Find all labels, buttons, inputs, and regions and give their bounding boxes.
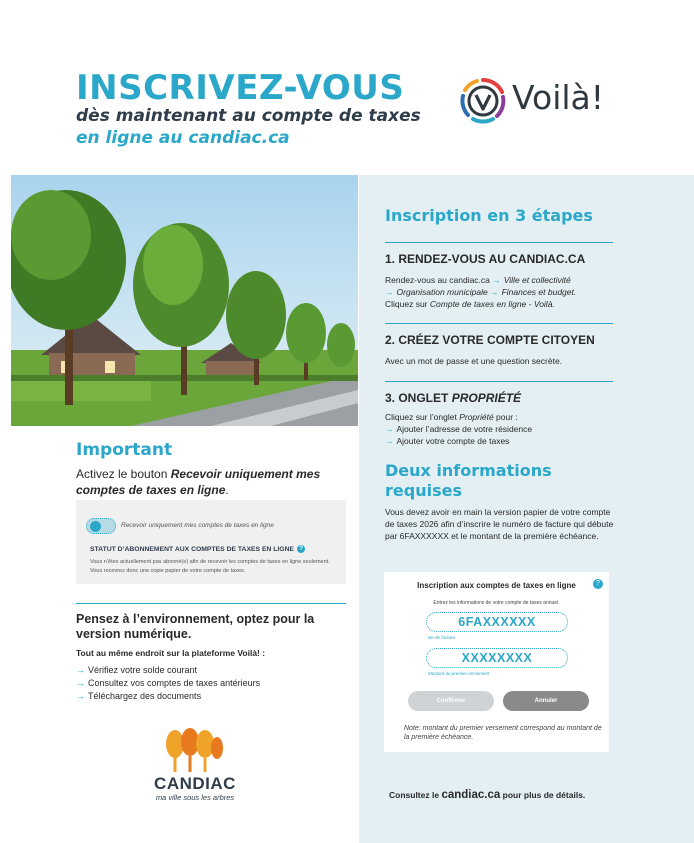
divider [76, 603, 346, 604]
subscription-status-text: STATUT D’ABONNEMENT AUX COMPTES DE TAXES EN LIGNE [90, 545, 295, 553]
list-item [76, 690, 260, 703]
important-text-end: . [225, 483, 229, 497]
online-only-toggle[interactable] [86, 518, 116, 534]
environment-list [76, 664, 260, 703]
help-icon[interactable]: ? [593, 579, 603, 589]
divider [385, 381, 613, 382]
form-note: Note: montant du premier versement correspond au montant de la première échéance. [404, 725, 602, 741]
footer-site-link[interactable]: candiac.ca [441, 789, 501, 801]
form-title: Inscription aux comptes de taxes en ligne [417, 581, 576, 590]
step1-text-part: Organisation municipale [396, 287, 491, 297]
step3-text-part: pour : [493, 412, 518, 422]
first-payment-caption: Montant du premier versement [428, 671, 490, 676]
page-subtitle-line2: en ligne au candiac.ca [76, 128, 290, 148]
arrow-right-icon: → [76, 691, 85, 701]
confirm-button[interactable]: Confirmer [408, 691, 494, 711]
step3-heading [385, 391, 521, 405]
arrow-right-icon: → [385, 287, 394, 297]
suburban-street-photo [11, 175, 358, 426]
list-item-label: Ajouter votre compte de taxes [396, 436, 510, 446]
page-title: INSCRIVEZ-VOUS [76, 68, 405, 108]
environment-title: Pensez à l’environnement, optez pour la version numérique. [76, 612, 315, 641]
cancel-button[interactable]: Annuler [503, 691, 589, 711]
voila-wordmark: Voilà! [512, 78, 604, 117]
step1-text-part: Rendez-vous au candiac.ca [385, 275, 493, 285]
important-text [76, 466, 346, 498]
trees-icon [165, 728, 225, 774]
invoice-number-caption: No de facture [428, 635, 456, 640]
list-item-label: Ajouter l’adresse de votre résidence [396, 424, 533, 434]
environment-intro: Tout au même endroit sur la plateforme Voilà! : [76, 648, 266, 658]
divider [385, 323, 613, 324]
info-icon[interactable]: ? [297, 545, 305, 553]
first-payment-field[interactable]: XXXXXXXX [426, 648, 568, 668]
step2-heading: 2. CRÉEZ VOTRE COMPTE CITOYEN [385, 333, 595, 347]
list-item-label: Vérifiez votre solde courant [88, 665, 198, 675]
step3-text [385, 411, 620, 447]
footer-text: pour plus de détails. [500, 790, 586, 800]
divider [385, 242, 613, 243]
invoice-number-field[interactable]: 6FAXXXXXX [426, 612, 568, 632]
toggle-knob [90, 521, 101, 532]
voila-mark-icon [456, 74, 510, 128]
arrow-right-icon: → [76, 678, 85, 688]
arrow-right-icon: → [490, 287, 499, 297]
step1-heading: 1. RENDEZ-VOUS AU CANDIAC.CA [385, 252, 586, 266]
step3-text-part: Propriété [459, 412, 494, 422]
step2-text: Avec un mot de passe et une question secrète. [385, 356, 563, 366]
subscription-status [90, 545, 305, 553]
required-info-title: Deux informations requises [385, 461, 552, 500]
important-text-start: Activez le bouton [76, 467, 171, 481]
arrow-right-icon: → [385, 424, 394, 434]
step1-text-part: Ville et collectivité [503, 275, 571, 285]
steps-panel [359, 175, 694, 843]
list-item-label: Téléchargez des documents [88, 691, 202, 701]
step3-text-part: Cliquez sur l’onglet [385, 412, 460, 422]
list-item-label: Consultez vos comptes de taxes antérieurs [88, 678, 261, 688]
arrow-right-icon: → [385, 436, 394, 446]
footer-note [389, 789, 585, 801]
step3-heading-emph: PROPRIÉTÉ [451, 391, 522, 405]
registration-form-card [384, 572, 609, 752]
step1-text-part: Finances et budget. [501, 287, 577, 297]
required-info-text: Vous devez avoir en main la version papier de votre compte de taxes 2026 afin d’inscrire le numéro de facture qui débute par 6FAXXXXXX et le montant de la première échéance. [385, 507, 614, 541]
arrow-right-icon: → [76, 665, 85, 675]
candiac-name: CANDIAC [154, 774, 236, 793]
subscription-card [76, 500, 346, 584]
important-text-emph: Recevoir uniquement mes comptes de taxes en ligne [76, 467, 321, 497]
list-item [76, 664, 260, 677]
candiac-tagline: ma ville sous les arbres [155, 793, 235, 802]
step3-heading-start: 3. ONGLET [385, 391, 452, 405]
candiac-logo [140, 728, 250, 803]
important-heading: Important [76, 440, 173, 460]
subscription-description: Vous n’êtes actuellement pas abonné(e) afin de recevoir les comptes de taxes en ligne seulement. Vous recevrez donc une copie papier de votre compte de taxes. [90, 559, 330, 574]
arrow-right-icon: → [492, 275, 501, 285]
step1-text-part: Cliquez sur [385, 299, 430, 309]
toggle-label: Recevoir uniquement mes comptes de taxes en ligne [121, 522, 274, 529]
footer-text: Consultez le [389, 790, 442, 800]
important-section [76, 440, 346, 498]
step1-text-part: Compte de taxes en ligne - Voilà. [429, 299, 555, 309]
page-subtitle-line1: dès maintenant au compte de taxes [76, 106, 421, 126]
form-hint: Entrez les informations de votre compte de taxes annuel. [433, 600, 560, 606]
list-item [76, 677, 260, 690]
voila-logo [456, 74, 626, 134]
step1-text [385, 274, 620, 310]
steps-title: Inscription en 3 étapes [385, 206, 593, 225]
